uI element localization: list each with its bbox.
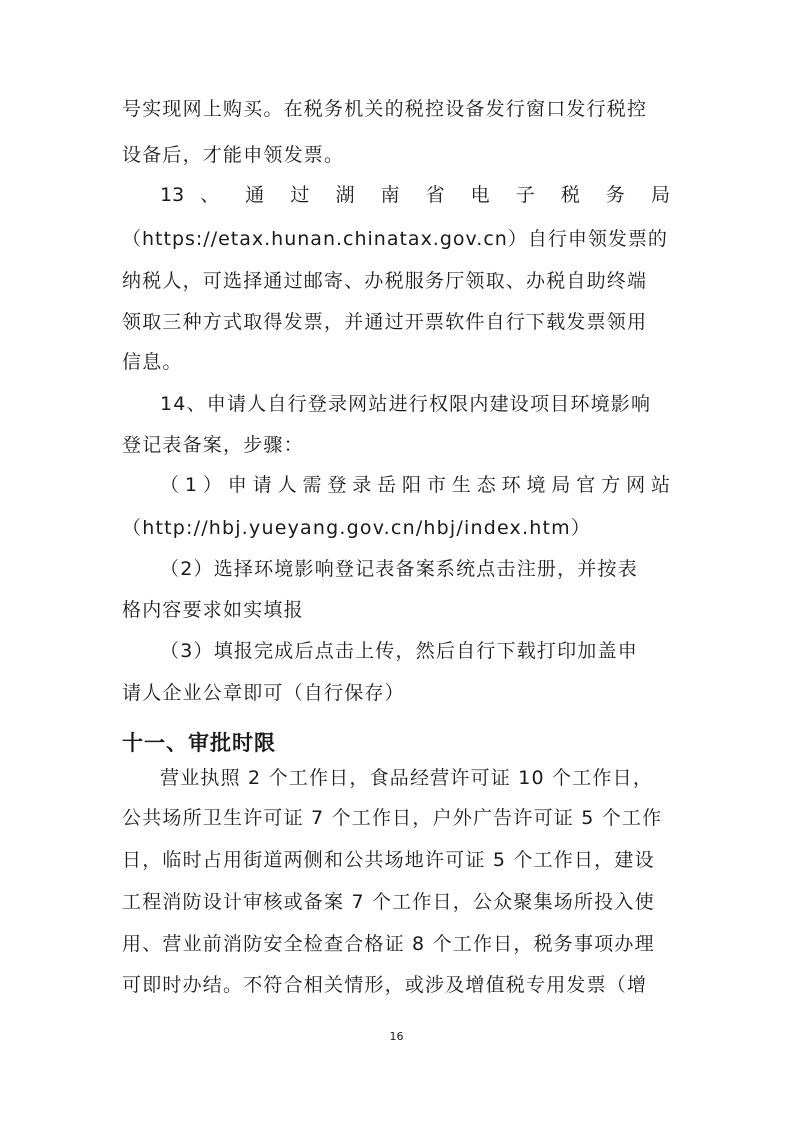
text-line: 纳税人，可选择通过邮寄、办税服务厅领取、办税自助终端 (122, 270, 648, 292)
text-line: 营业执照 2 个工作日，食品经营许可证 10 个工作日， (160, 767, 654, 789)
text-line: 格内容要求如实填报 (122, 599, 304, 621)
text-line: （1）申请人需登录岳阳市生态环境局官方网站 (160, 474, 670, 496)
section-heading: 十一、审批时限 (122, 731, 276, 755)
text-line: 号实现网上购买。在税务机关的税控设备发行窗口发行税控 (122, 98, 648, 120)
text-line: 信息。 (122, 351, 183, 373)
text-line: 用、营业前消防安全检查合格证 8 个工作日，税务事项办理 (122, 933, 655, 955)
text-line: 登记表备案，步骤： (122, 434, 304, 456)
text-line: 可即时办结。不符合相关情形，或涉及增值税专用发票（增 (122, 974, 648, 996)
text-line: （3）填报完成后点击上传，然后自行下载打印加盖申 (160, 640, 638, 662)
text-line: 工程消防设计审核或备案 7 个工作日，公众聚集场所投入使 (122, 891, 655, 913)
text-line: （http://hbj.yueyang.gov.cn/hbj/index.htm） (122, 517, 592, 539)
text-line: 14、申请人自行登录网站进行权限内建设项目环境影响 (160, 393, 652, 415)
text-line: 领取三种方式取得发票，并通过开票软件自行下载发票领用 (122, 311, 648, 333)
text-line: 日，临时占用街道两侧和公共场地许可证 5 个工作日，建设 (122, 849, 655, 871)
text-line: 公共场所卫生许可证 7 个工作日，户外广告许可证 5 个工作 (122, 807, 663, 829)
text-line: 13 、 通 过 湖 南 省 电 子 税 务 局 (160, 184, 670, 206)
text-line: （https://etax.hunan.chinatax.gov.cn）自行申领发票的 (122, 228, 668, 250)
text-line: 请人企业公章即可（自行保存） (122, 682, 405, 704)
text-line: （2）选择环境影响登记表备案系统点击注册，并按表 (160, 558, 638, 580)
page-number: 16 (389, 1030, 404, 1043)
text-line: 设备后，才能申领发票。 (122, 144, 345, 166)
